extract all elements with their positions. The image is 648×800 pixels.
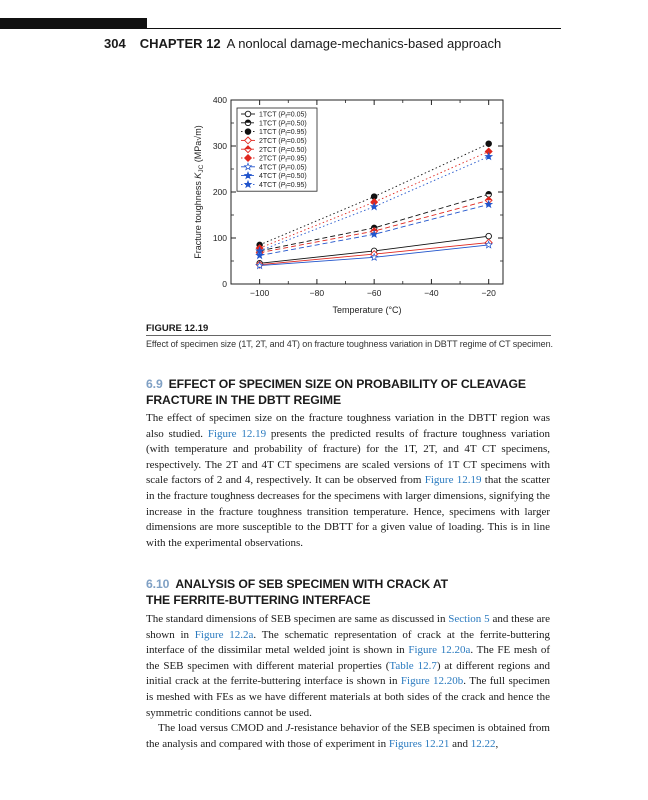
legend-text: =0.50) — [286, 120, 307, 128]
section-title-line1: EFFECT OF SPECIMEN SIZE ON PROBABILITY OF CLEAVAGE — [168, 377, 526, 391]
text-run: ) at different regions and initial crack at the ferrite-buttering interface is shown in — [146, 659, 550, 688]
y-tick-label: 0 — [222, 279, 227, 289]
y-tick-label: 100 — [212, 233, 227, 243]
legend-sub: f — [285, 166, 287, 173]
section-6-9-heading — [146, 376, 566, 408]
figure-link[interactable]: Figure 12.2a — [194, 628, 254, 641]
marker-shape — [245, 129, 251, 135]
text-run: The standard dimensions of SEB specimen are same as discussed in — [146, 613, 449, 625]
y-label-text: Fracture toughness — [193, 178, 203, 259]
y-axis-label — [193, 125, 205, 258]
legend-text: 4TCT ( — [259, 173, 281, 181]
legend-text: 1TCT ( — [259, 111, 281, 119]
legend-text: =0.50) — [286, 146, 307, 154]
legend-text: 2TCT ( — [259, 155, 281, 163]
legend-var: P — [280, 173, 286, 181]
legend-text: 1TCT ( — [259, 129, 281, 137]
chapter-title: A nonlocal damage-mechanics-based approach — [226, 36, 502, 51]
marker-shape — [486, 233, 492, 239]
legend-sub: f — [285, 114, 287, 121]
legend-text: 4TCT ( — [259, 164, 281, 172]
legend-sub: f — [285, 140, 287, 147]
legend-sub: f — [285, 131, 287, 138]
x-tick-label: −100 — [250, 288, 270, 298]
legend-var: P — [280, 155, 286, 163]
caption-rule — [146, 335, 551, 336]
x-tick-label: −20 — [481, 288, 496, 298]
legend-var: P — [280, 146, 286, 154]
x-tick-label: −60 — [366, 288, 382, 298]
legend-text: =0.95) — [286, 155, 307, 163]
section-title-line1: ANALYSIS OF SEB SPECIMEN WITH CRACK AT — [175, 577, 449, 591]
figure-link[interactable]: Figures 12.21 — [388, 737, 450, 750]
y-tick-label: 300 — [212, 141, 227, 151]
text-run: . The FE mesh of the SEB specimen with different material properties ( — [146, 644, 550, 672]
legend-sub: f — [285, 158, 287, 165]
table-link[interactable]: Table 12.7 — [389, 659, 437, 672]
x-tick-label: −40 — [424, 288, 439, 298]
legend-text: =0.95) — [286, 182, 307, 189]
x-axis-label: Temperature (°C) — [332, 305, 402, 315]
figure-link[interactable]: 12.22 — [470, 737, 496, 750]
section-link[interactable]: Section 5 — [448, 613, 490, 625]
running-header — [104, 36, 501, 51]
section-6-10-paragraph — [146, 612, 550, 752]
text-run: , — [495, 737, 499, 750]
y-tick-label: 400 — [212, 95, 227, 105]
text-run: presents the predicted results of fracture toughness variation (with temperature and probability of fracture) for the 1T, 2T, and 4T CT specimens, respectively. The 2T and 4T CT specimens are scaled versions of 1T CT specimens with scale factors of 2 and 4, respectively. It can be observed from — [146, 427, 550, 487]
legend-var: P — [280, 164, 286, 172]
y-label-sub: JC — [198, 164, 205, 173]
legend-var: P — [280, 120, 286, 128]
data-point — [371, 203, 378, 210]
legend-text: =0.05) — [286, 111, 307, 119]
section-6-10-heading — [146, 576, 566, 608]
text-run: The load versus CMOD and — [158, 722, 286, 735]
chapter-label: CHAPTER 12 — [139, 36, 221, 51]
text-run: J — [285, 722, 291, 735]
legend-text: 1TCT ( — [259, 120, 281, 128]
legend-var: P — [280, 111, 286, 119]
text-run: . The schematic representation of crack at the ferrite-buttering interface of the dissimilar metal welded joint is shown in — [146, 628, 550, 657]
text-run: that the scatter in the fracture toughness decreases for the specimens with larger dimensions, signifying the increase in the fracture toughness transition temperature. Hence, specimens with larger dimensions are more susceptible to the DBTT for a given value of loading. This is in line with the experimental observations. — [146, 474, 551, 549]
legend-var: P — [280, 138, 286, 145]
legend-text: =0.50) — [286, 173, 307, 181]
legend-marker — [245, 111, 251, 117]
figure-link[interactable]: Figure 12.20a — [408, 644, 471, 657]
x-tick-label: −80 — [309, 288, 325, 298]
section-title-line2: FRACTURE IN THE DBTT REGIME — [146, 393, 342, 407]
legend-var: P — [280, 182, 286, 189]
section-title-line2: THE FERRITE-BUTTERING INTERFACE — [146, 593, 371, 607]
figure-label: FIGURE 12.19 — [146, 323, 209, 334]
legend-marker — [245, 120, 251, 126]
y-tick-label: 200 — [212, 187, 227, 197]
marker-shape — [371, 203, 378, 210]
figure-link[interactable]: Figure 12.20b — [400, 675, 464, 688]
data-point — [486, 233, 492, 239]
legend-sub: f — [285, 149, 287, 156]
figure-caption: Effect of specimen size (1T, 2T, and 4T) on fracture toughness variation in DBTT regime of CT specimen. — [146, 339, 553, 349]
figure-link[interactable]: Figure 12.19 — [207, 427, 267, 440]
section-6-9-paragraph — [146, 411, 550, 551]
legend-sub: f — [285, 184, 287, 191]
header-rule — [147, 28, 561, 29]
section-number: 6.9 — [146, 377, 163, 391]
page-number: 304 — [104, 36, 126, 51]
header-bar — [0, 18, 147, 29]
legend-var: P — [280, 129, 286, 137]
legend-sub: f — [285, 175, 287, 182]
data-point — [485, 153, 492, 160]
section-number: 6.10 — [146, 577, 170, 591]
legend-marker — [245, 129, 251, 135]
legend-text: =0.05) — [286, 164, 307, 172]
text-run: The effect of specimen size on the fracture toughness variation in the DBTT region was also studied. — [146, 412, 550, 440]
y-label-unit: (MPa√m) — [193, 125, 203, 165]
text-run: and these are shown in — [146, 613, 550, 641]
legend-text: 2TCT ( — [259, 138, 281, 145]
y-label-var: K — [193, 172, 203, 179]
legend-text: 4TCT ( — [259, 182, 281, 189]
legend-text: =0.95) — [286, 129, 307, 137]
marker-fill — [485, 197, 492, 200]
data-point — [486, 141, 492, 147]
marker-shape — [245, 111, 251, 117]
text-run: . The full specimen is meshed with FEs as we have different materials at both sides of the crack and hence the symmetric conditions cannot be used. — [146, 675, 550, 719]
marker-shape — [486, 141, 492, 147]
legend-text: =0.05) — [286, 138, 307, 145]
legend-sub: f — [285, 122, 287, 129]
marker-shape — [485, 153, 492, 160]
fracture-toughness-chart — [185, 92, 515, 320]
text-run: and — [449, 737, 471, 750]
figure-link[interactable]: Figure 12.19 — [424, 474, 482, 487]
text-run: -resistance behavior of the SEB specimen is obtained from the analysis and compared with those of experiment in — [146, 722, 550, 750]
legend-text: 2TCT ( — [259, 146, 281, 154]
